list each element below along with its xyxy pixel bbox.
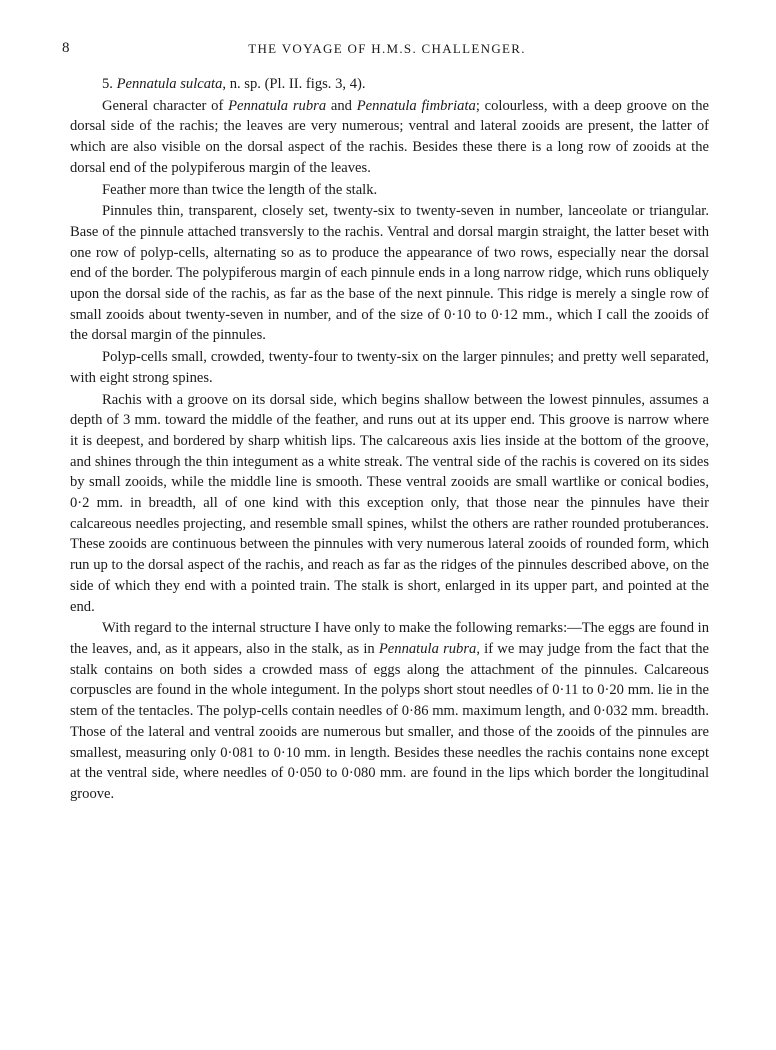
species-heading [70,74,709,95]
text-run: General character of [102,97,229,114]
text-run: With regard to the internal structure I have only to make the following remarks:—The eggs are found in the leaves, and, as it appears, also in the stalk, as in [70,620,709,657]
paragraph-rachis: Rachis with a groove on its dorsal side, which begins shallow between the lowest pinnules, assumes a depth of 3 mm. toward the middle of the feather, and runs out at its upper end. This groove is narrow where it is deepest, and bordered by sharp whitish lips. The calcareous axis lies inside at the bottom of the groove, and shines through the thin integument as a white streak. The ventral side of the rachis is covered on its sides by small zooids, while the middle line is smooth. These ventral zooids are small wartlike or conical bodies, 0·2 mm. in breadth, all of one kind with this exception only, that those near the pinnules have their calcareous needles projecting, and resemble small spines, whilst the others are rather rounded protuberances. These zooids are continuous between the pinnules with very numerous lateral zooids of rounded form, which run up to the dorsal aspect of the rachis, and reach as far as the ridges of the pinnules described above, on the side of which they end with a pointed train. The stalk is short, enlarged in its upper part, and pointed at the end. [70,391,709,615]
article-body [70,74,709,805]
species-name: Pennatula sulcata [116,76,223,92]
paragraph-general-character [70,96,709,179]
section-number: 5. [102,76,113,92]
paragraph-internal-structure [70,618,709,804]
species-note: , n. sp. (Pl. II. figs. 3, 4). [222,76,366,92]
text-run: ; colourless, with a deep groove on the dorsal side of the rachis; the leaves are very numerous; ventral and lateral zooids are present, the latter of which are also visible on the dorsal aspect of the rachis. Besides these there is a long row of zooids at the dorsal end of the polypiferous margin of the leaves. [70,97,709,176]
paragraph-pinnules: Pinnules thin, transparent, closely set, twenty-six to twenty-seven in number, lanceolate or triangular. Base of the pinnule attached transversly to the rachis. Ventral and dorsal margin straight, the latter beset with one row of polyp-cells, alternating so as to produce the appearance of two rows, especially near the dorsal end of the border. The polypiferous margin of each pinnule ends in a long narrow ridge, which runs obliquely upon the dorsal side of the rachis, as far as the base of the next pinnule. This ridge is merely a single row of small zooids about twenty-seven in number, and of the size of 0·10 to 0·12 mm., which I call the zooids of the dorsal margin of the pinnules. [70,203,709,344]
paragraph-polyp-cells: Polyp-cells small, crowded, twenty-four to twenty-six on the larger pinnules; and pretty well separated, with eight strong spines. [70,349,709,386]
page-number: 8 [62,40,70,56]
running-title: THE VOYAGE OF H.M.S. CHALLENGER. [248,41,526,56]
page-header [62,40,712,60]
species-name-fimbriata: Pennatula fimbriata [356,97,476,114]
species-name-rubra: Pennatula rubra [378,640,477,657]
text-run: , if we may judge from the fact that the stalk contains on both sides a crowded mass of eggs along the attachment of the pinnules. Calcareous corpuscles are found in the whole integument. In the polyps short stout needles of 0·11 to 0·20 mm. lie in the stem of the tentacles. The polyp-cells contain needles of 0·86 mm. maximum length, and 0·032 mm. breadth. Those of the lateral and ventral zooids are numerous but smaller, and those of the zooids of the pinnules are smallest, measuring only 0·081 to 0·10 mm. in length. Besides these needles the rachis contains none except at the ventral side, where needles of 0·050 to 0·080 mm. are found in the lips which border the longitudinal groove. [70,640,709,802]
paragraph-feather: Feather more than twice the length of the stalk. [102,181,378,198]
text-run: and [326,97,357,114]
species-name-rubra: Pennatula rubra [228,97,327,114]
